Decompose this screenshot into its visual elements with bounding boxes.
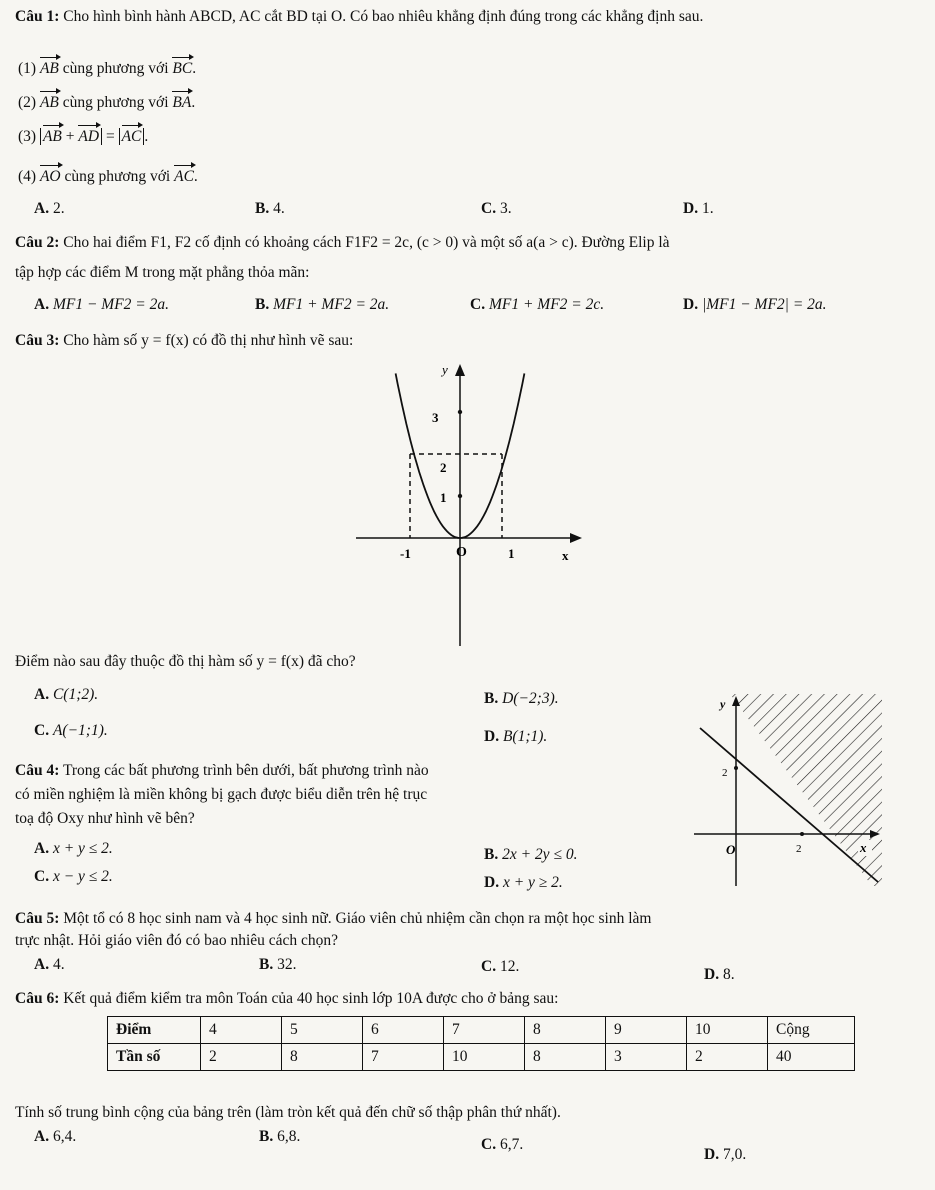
table-cell: 8 [525,1044,606,1071]
q1-s3-vector-ad: AD [78,128,100,145]
q4-stem-line3: toạ độ Oxy như hình vẽ bên? [15,810,195,827]
q2-stem-text-1: Cho hai điểm F1, F2 cố định có khoảng cách F1F2 = 2c, (c > 0) và một số a(a > c). Đường Elip là [63,234,670,251]
q6-stem-text: Kết quả điểm kiểm tra môn Toán của 40 học sinh lớp 10A được cho ở bảng sau: [63,990,559,1007]
q3-x-label: x [562,548,569,563]
q2-option-b-text: MF1 + MF2 = 2a. [273,296,390,313]
q1-stem-text: Cho hình bình hành ABCD, AC cắt BD tại O. Có bao nhiêu khẳng định đúng trong các khẳng định sau. [63,8,704,25]
q5-option-a-key: A. [34,956,50,973]
q5-option-c-text: 12. [499,958,520,975]
table-row-frequency [108,1044,855,1071]
q1-s4-vector-ac: AC [174,168,194,185]
q2-option-c[interactable] [470,296,604,314]
q5-stem-text-1: Một tổ có 8 học sinh nam và 4 học sinh nữ. Giáo viên chủ nhiệm cần chọn ra một học sinh làm [63,910,652,927]
q5-option-d-key: D. [704,966,720,983]
q3-label-y3: 3 [432,410,439,425]
q3-option-d[interactable] [484,728,547,746]
q3-option-c-text: A(−1;1). [52,722,108,739]
q1-statement-3 [18,128,148,146]
table-cell: 10 [444,1044,525,1071]
q6-option-d-text: 7,0. [722,1146,747,1163]
table-cell: 7 [444,1017,525,1044]
table-cell: 8 [282,1044,363,1071]
q6-option-c-text: 6,7. [499,1136,524,1153]
q3-option-a-key: A. [34,686,50,703]
q6-option-b[interactable] [259,1128,300,1146]
q4-tick-y2 [734,766,738,770]
q4-stem-line1 [15,762,429,780]
q5-option-d-text: 8. [722,966,735,983]
q4-option-c[interactable] [34,868,113,886]
q1-s3-abs-ac [119,128,145,145]
q1-s4-text: cùng phương với [64,168,171,185]
q6-label: Câu 6: [15,990,60,1007]
q4-stem-text-1: Trong các bất phương trình bên dưới, bất phương trình nào [62,762,429,779]
table-cell: 4 [201,1017,282,1044]
q3-option-b-text: D(−2;3). [502,690,559,707]
table-header-diem: Điểm [108,1017,201,1044]
q2-option-a[interactable] [34,296,169,314]
q6-option-d-key: D. [704,1146,720,1163]
q1-option-b-text: 4. [273,200,285,217]
q3-option-c-key: C. [34,722,50,739]
q1-s1-number: (1) [18,60,37,77]
q5-stem-line2: trực nhật. Hỏi giáo viên đó có bao nhiêu cách chọn? [15,932,339,949]
q3-option-d-text: B(1;1). [502,728,548,745]
q6-frequency-table [107,1016,855,1071]
q1-label: Câu 1: [15,8,60,25]
q6-option-a[interactable] [34,1128,76,1146]
q2-option-a-key: A. [34,296,50,313]
q2-stem-line2: tập hợp các điểm M trong mặt phẳng thỏa mãn: [15,264,310,281]
table-cell: 7 [363,1044,444,1071]
q6-stem [15,990,558,1008]
q6-option-a-text: 6,4. [52,1128,77,1145]
q1-s3-vector-ac: AC [121,128,142,145]
q5-option-c[interactable] [481,958,519,976]
q1-s2-number: (2) [18,94,37,111]
q2-option-a-text: MF1 − MF2 = 2a. [52,296,170,313]
table-header-tan-so: Tần số [108,1044,201,1071]
q1-s2-vector-ab: AB [39,94,59,111]
q3-parabola-graph [350,360,590,650]
q3-y-axis-arrow [455,364,465,376]
q6-option-c-key: C. [481,1136,497,1153]
q1-s4-number: (4) [18,168,37,185]
q4-option-c-key: C. [34,868,50,885]
q2-option-d[interactable] [683,296,827,314]
q1-option-d[interactable] [683,200,714,218]
q3-y-label: y [442,362,448,377]
q3-option-a-text: C(1;2). [52,686,99,703]
q4-x-label: x [860,840,867,855]
q5-option-b-key: B. [259,956,274,973]
q4-option-a-text: x + y ≤ 2. [52,840,113,857]
q1-option-a[interactable] [34,200,65,218]
table-cell: 40 [768,1044,855,1071]
q6-option-d[interactable] [704,1146,746,1164]
q4-label-y2: 2 [722,767,728,779]
q1-option-c-key: C. [481,200,497,217]
table-cell: 5 [282,1017,363,1044]
q3-tick-y3 [458,410,462,414]
q2-option-d-key: D. [683,296,699,313]
q4-y-label: y [720,697,726,711]
q3-label-origin: O [456,545,467,560]
table-cell: 2 [201,1044,282,1071]
q1-statement-1 [18,60,196,78]
q1-s3-abs-sum [40,128,102,145]
q6-option-b-key: B. [259,1128,274,1145]
q4-label-origin: O [726,842,736,857]
q1-s1-vector-ab: AB [39,60,59,77]
q1-option-b[interactable] [255,200,285,218]
q4-tick-x2 [800,832,804,836]
q5-option-c-key: C. [481,958,497,975]
q1-s2-end: . [191,94,196,111]
q1-option-d-text: 1. [701,200,714,217]
q1-option-b-key: B. [255,200,270,217]
q1-s1-vector-bc: BC [172,60,193,77]
q3-label-y1: 1 [440,490,447,505]
q3-label: Câu 3: [15,332,60,349]
q6-option-a-key: A. [34,1128,50,1145]
table-cell: 9 [606,1017,687,1044]
q1-stem [15,6,920,28]
q6-question: Tính số trung bình cộng của bảng trên (làm tròn kết quả đến chữ số thập phân thứ nhất). [15,1104,561,1121]
q1-s1-end: . [192,60,197,77]
table-row-scores [108,1017,855,1044]
q5-option-a[interactable] [34,956,65,974]
q2-option-d-text: |MF1 − MF2| = 2a. [701,296,827,313]
q4-option-c-text: x − y ≤ 2. [52,868,113,885]
q5-label: Câu 5: [15,910,60,927]
q1-option-c-text: 3. [499,200,512,217]
q3-question: Điểm nào sau đây thuộc đồ thị hàm số y = f(x) đã cho? [15,653,356,670]
q1-statement-4 [18,168,198,186]
q3-stem-text: Cho hàm số y = f(x) có đồ thị như hình vẽ sau: [63,332,354,349]
q2-option-b-key: B. [255,296,270,313]
q1-s2-text: cùng phương với [62,94,169,111]
q2-option-b[interactable] [255,296,389,314]
q1-s3-vector-ab: AB [42,128,62,145]
table-cell: 6 [363,1017,444,1044]
table-cell: 10 [687,1017,768,1044]
q5-stem-line1 [15,910,651,928]
q3-label-y2: 2 [440,460,447,475]
q3-stem [15,332,353,350]
q3-x-axis-arrow [570,533,582,543]
q3-option-a[interactable] [34,686,98,704]
q6-option-c[interactable] [481,1136,523,1154]
q4-label-x2: 2 [796,843,802,855]
q4-option-a-key: A. [34,840,50,857]
q1-s3-end: . [144,128,149,145]
q3-tick-y1 [458,494,462,498]
q4-option-d-key: D. [484,874,500,891]
q3-option-c[interactable] [34,722,108,740]
q4-option-a[interactable] [34,840,113,858]
q1-s3-number: (3) [18,128,37,145]
q2-option-c-key: C. [470,296,486,313]
q4-stem-line2: có miền nghiệm là miền không bị gạch được biểu diễn trên hệ trục [15,786,428,803]
q5-option-a-text: 4. [52,956,65,973]
q3-option-d-key: D. [484,728,500,745]
q4-option-d[interactable] [484,874,563,892]
table-cell: 2 [687,1044,768,1071]
q1-s3-equals: = [105,128,115,145]
q4-option-b-key: B. [484,846,499,863]
q2-option-c-text: MF1 + MF2 = 2c. [488,296,605,313]
table-header-cong: Cộng [768,1017,855,1044]
q1-s2-vector-ba: BA [172,94,192,111]
q1-s4-end: . [193,168,198,185]
q5-option-d[interactable] [704,966,735,984]
q1-s4-vector-ao: AO [39,168,61,185]
q5-option-b-text: 32. [277,956,297,973]
q5-option-b[interactable] [259,956,296,974]
q2-label: Câu 2: [15,234,60,251]
q1-statement-2 [18,94,195,112]
q6-option-b-text: 6,8. [277,1128,301,1145]
q4-option-b-text: 2x + 2y ≤ 0. [502,846,578,863]
q3-option-b[interactable] [484,690,559,708]
q1-s1-text: cùng phương với [62,60,169,77]
q4-option-d-text: x + y ≥ 2. [502,874,563,891]
q1-s3-plus: + [65,128,75,145]
q4-option-b[interactable] [484,846,577,864]
q1-option-a-text: 2. [52,200,65,217]
q1-option-c[interactable] [481,200,512,218]
table-cell: 3 [606,1044,687,1071]
table-cell: 8 [525,1017,606,1044]
q1-option-d-key: D. [683,200,699,217]
q2-stem-line1 [15,234,670,252]
q3-option-b-key: B. [484,690,499,707]
q1-option-a-key: A. [34,200,50,217]
q3-label-x1: 1 [508,546,515,561]
q4-label: Câu 4: [15,762,60,779]
q3-label-x-minus1: -1 [400,546,411,561]
q4-halfplane-graph [690,688,890,888]
